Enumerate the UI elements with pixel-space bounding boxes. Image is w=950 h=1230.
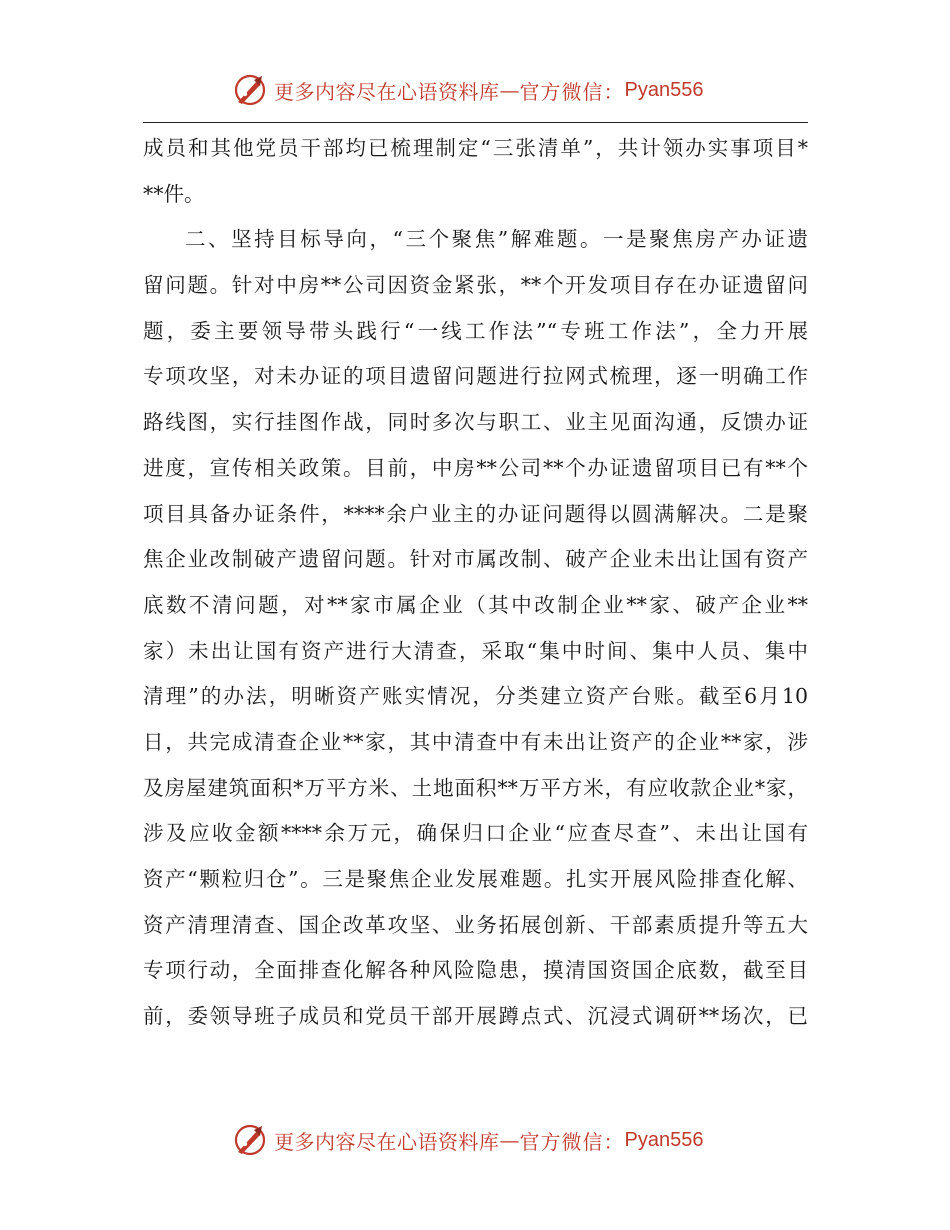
- text-line: 专项行动，全面排查化解各种风险隐患，摸清国资国企底数，截至目: [143, 958, 808, 983]
- text-line: 留问题。针对中房**公司因资金紧张，**个开发项目存在办证遗留问: [143, 273, 808, 298]
- pen-circle-logo-icon: [232, 72, 268, 108]
- text-line: 资产清理清查、国企改革攻坚、业务拓展创新、干部素质提升等五大: [143, 912, 808, 937]
- document-body: [143, 126, 808, 1040]
- text-line: 日，共完成清查企业**家，其中清查中有未出让资产的企业**家，涉: [143, 729, 808, 754]
- banner-label: 官方微信：: [519, 79, 625, 104]
- banner-separator: —: [499, 78, 520, 102]
- text-line: 及房屋建筑面积*万平方米、土地面积**万平方米，有应收款企业*家，: [143, 775, 808, 800]
- text-line: 前，委领导班子成员和党员干部开展蹲点式、沉浸式调研**场次，已: [143, 1004, 808, 1029]
- text-line: 专项攻坚，对未办证的项目遗留问题进行拉网式梳理，逐一明确工作: [143, 364, 808, 389]
- footer-banner: [232, 1120, 752, 1160]
- text-line: 资产“颗粒归仓”。三是聚焦企业发展难题。扎实开展风险排查化解、: [143, 867, 808, 891]
- text-line: 焦企业改制破产遗留问题。针对市属改制、破产企业未出让国有资产: [143, 547, 808, 572]
- text-line: 底数不清问题，对**家市属企业（其中改制企业**家、破产企业**: [143, 592, 808, 617]
- text-line: 涉及应收金额****余万元，确保归口企业“应查尽查”、未出让国有: [143, 821, 808, 846]
- header-banner: [232, 70, 752, 110]
- text-line: 路线图，实行挂图作战，同时多次与职工、业主见面沟通，反馈办证: [143, 410, 808, 435]
- text-line: 清理”的办法，明晰资产账实情况，分类建立资产台账。截至6月10: [143, 684, 808, 709]
- banner-handle: Pyan556: [624, 1128, 704, 1151]
- text-line: 二、坚持目标导向，“三个聚焦”解难题。一是聚焦房产办证遗: [185, 227, 808, 252]
- banner-main-text: 更多内容尽在心语资料库: [274, 1129, 500, 1154]
- banner-separator: —: [499, 1128, 520, 1152]
- header-rule: [143, 122, 808, 123]
- banner-handle: Pyan556: [624, 78, 704, 101]
- text-line: 进度，宣传相关政策。目前，中房**公司**个办证遗留项目已有**个: [143, 455, 808, 480]
- text-line: 项目具备办证条件，****余户业主的办证问题得以圆满解决。二是聚: [143, 501, 808, 526]
- banner-label: 官方微信：: [519, 1129, 625, 1154]
- text-line: 成员和其他党员干部均已梳理制定“三张清单”，共计领办实事项目*: [143, 136, 808, 160]
- pen-circle-logo-icon: [232, 1122, 268, 1158]
- text-line: **件。: [143, 181, 205, 206]
- banner-main-text: 更多内容尽在心语资料库: [274, 79, 500, 104]
- text-line: 题，委主要领导带头践行“一线工作法”“专班工作法”，全力开展: [143, 318, 808, 343]
- text-line: 家）未出让国有资产进行大清查，采取“集中时间、集中人员、集中: [143, 638, 808, 663]
